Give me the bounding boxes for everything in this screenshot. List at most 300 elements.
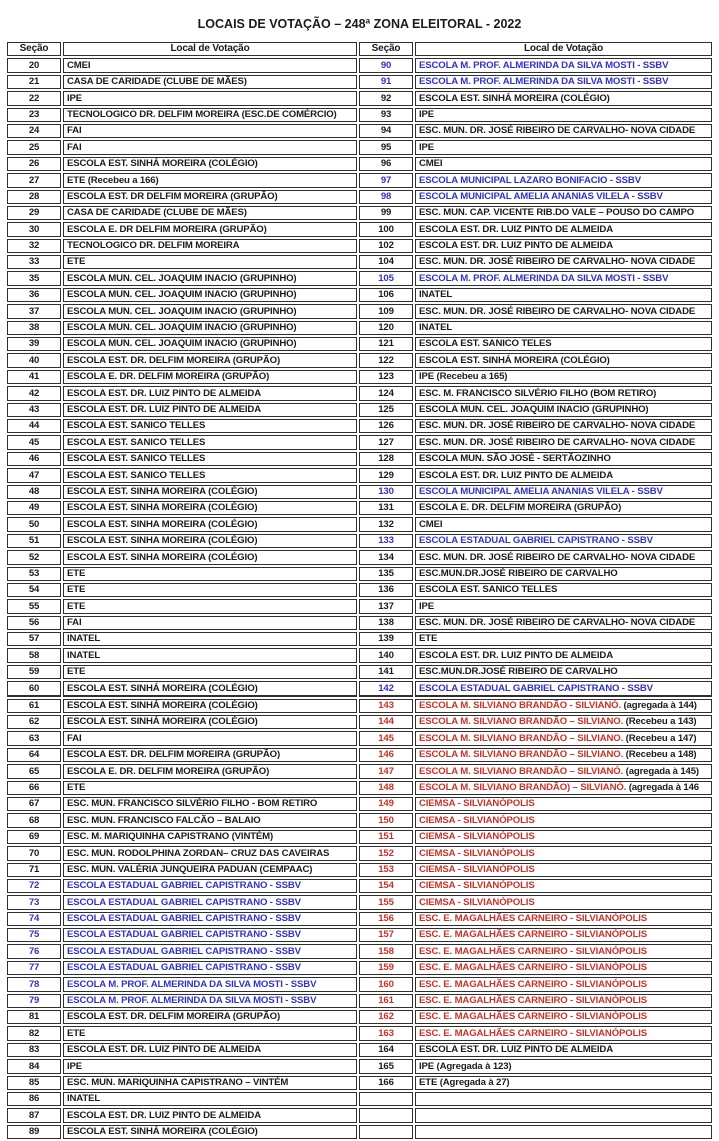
section-cell: 120: [359, 321, 413, 335]
location-cell: ESCOLA EST. DR. LUIZ PINTO DE ALMEIDA: [63, 386, 357, 400]
section-cell: 41: [7, 370, 61, 384]
section-cell: 157: [359, 928, 413, 942]
table-row: [7, 977, 712, 991]
location-cell: ESCOLA M. PROF. ALMERINDA DA SILVA MOSTI - SSBV: [415, 75, 712, 89]
location-cell: ESCOLA EST. SANICO TELLES: [63, 468, 357, 482]
location-cell: ESCOLA MUN. SÃO JOSÉ - SERTÃOZINHO: [415, 452, 712, 466]
table-row: [7, 781, 712, 795]
location-cell: ESCOLA MUN. CEL. JOAQUIM INACIO (GRUPINHO): [63, 321, 357, 335]
section-cell: 46: [7, 452, 61, 466]
section-cell: 135: [359, 567, 413, 581]
section-cell: 37: [7, 304, 61, 318]
section-cell: 161: [359, 994, 413, 1008]
location-cell: ESCOLA EST. SANICO TELLES: [415, 583, 712, 597]
section-cell: 32: [7, 239, 61, 253]
section-cell: 54: [7, 583, 61, 597]
location-cell: ESCOLA EST. SINHÁ MOREIRA (COLÉGIO): [63, 157, 357, 171]
section-cell: 160: [359, 977, 413, 991]
location-cell: ESCOLA EST. DR. LUIZ PINTO DE ALMEIDA: [63, 403, 357, 417]
section-cell: 79: [7, 994, 61, 1008]
section-cell: [359, 1125, 413, 1139]
section-cell: 60: [7, 681, 61, 696]
section-cell: 64: [7, 748, 61, 762]
section-cell: 142: [359, 681, 413, 696]
section-cell: 86: [7, 1092, 61, 1106]
location-cell: ESCOLA EST. SINHÁ MOREIRA (COLÉGIO): [63, 681, 357, 696]
section-cell: 21: [7, 75, 61, 89]
location-cell: ESCOLA MUN. CEL. JOAQUIM INACIO (GRUPINHO): [63, 271, 357, 285]
section-cell: 33: [7, 255, 61, 269]
table-row: [7, 632, 712, 646]
table-row: [7, 271, 712, 285]
section-cell: 127: [359, 435, 413, 449]
location-cell: ESC. E. MAGALHÃES CARNEIRO - SILVIANÓPOLIS: [415, 928, 712, 942]
table-row: [7, 567, 712, 581]
section-cell: 74: [7, 912, 61, 926]
section-cell: 146: [359, 748, 413, 762]
table-row: [7, 599, 712, 613]
table-row: [7, 370, 712, 384]
location-cell: CIEMSA - SILVIANÓPOLIS: [415, 846, 712, 860]
section-cell: 165: [359, 1059, 413, 1073]
location-cell: ESCOLA EST. DR. DELFIM MOREIRA (GRUPÃO): [63, 1010, 357, 1024]
section-cell: 57: [7, 632, 61, 646]
section-cell: 77: [7, 961, 61, 975]
location-cell: ESCOLA MUNICIPAL AMELIA ANANIAS VILELA - SSBV: [415, 190, 712, 204]
section-cell: 76: [7, 944, 61, 958]
location-cell: ESCOLA ESTADUAL GABRIEL CAPISTRANO - SSBV: [415, 534, 712, 548]
section-cell: 87: [7, 1108, 61, 1122]
table-row: [7, 222, 712, 236]
table-row: [7, 928, 712, 942]
table-row: [7, 764, 712, 778]
section-cell: 38: [7, 321, 61, 335]
table-row: [7, 190, 712, 204]
section-cell: 153: [359, 863, 413, 877]
section-cell: 28: [7, 190, 61, 204]
table-row: [7, 1076, 712, 1090]
location-cell: ESC. MUN. RODOLPHINA ZORDAN– CRUZ DAS CAVEIRAS: [63, 846, 357, 860]
section-cell: 63: [7, 731, 61, 745]
section-cell: 121: [359, 337, 413, 351]
location-cell: ESCOLA ESTADUAL GABRIEL CAPISTRANO - SSBV: [63, 928, 357, 942]
location-cell: ESCOLA M. SILVIANO BRANDÃO – SILVIANO. (Recebeu a 143): [415, 715, 712, 729]
table-row: [7, 321, 712, 335]
location-cell: ESC. E. MAGALHÃES CARNEIRO - SILVIANÓPOLIS: [415, 961, 712, 975]
section-cell: 58: [7, 648, 61, 662]
table-row: [7, 124, 712, 138]
location-cell: IPE (Recebeu a 165): [415, 370, 712, 384]
table-row: [7, 435, 712, 449]
location-cell: ESCOLA EST. DR DELFIM MOREIRA (GRUPÃO): [63, 190, 357, 204]
location-cell: ESCOLA EST. SANICO TELES: [415, 337, 712, 351]
section-cell: 164: [359, 1043, 413, 1057]
location-cell: ESCOLA M. SILVIANO BRANDÃO – SILVIANO. (Recebeu a 148): [415, 748, 712, 762]
section-cell: 163: [359, 1026, 413, 1040]
location-note: (Recebeu a 143): [623, 716, 697, 728]
location-cell: CIEMSA - SILVIANÓPOLIS: [415, 813, 712, 827]
section-cell: 85: [7, 1076, 61, 1090]
table-row: [7, 534, 712, 548]
table-row: [7, 895, 712, 909]
location-cell: ESCOLA EST. SANICO TELLES: [63, 419, 357, 433]
location-cell: ESC. E. MAGALHÃES CARNEIRO - SILVIANÓPOLIS: [415, 912, 712, 926]
location-cell: ESCOLA ESTADUAL GABRIEL CAPISTRANO - SSBV: [63, 879, 357, 893]
table-row: [7, 715, 712, 729]
location-cell: ESCOLA MUN. CEL. JOAQUIM INACIO (GRUPINHO): [415, 403, 712, 417]
section-cell: 139: [359, 632, 413, 646]
location-cell: TECNOLOGICO DR. DELFIM MOREIRA: [63, 239, 357, 253]
section-cell: 90: [359, 58, 413, 72]
section-cell: 83: [7, 1043, 61, 1057]
section-cell: 102: [359, 239, 413, 253]
section-cell: 26: [7, 157, 61, 171]
table-row: [7, 550, 712, 564]
location-cell: [415, 1092, 712, 1106]
location-cell: ESCOLA M. SILVIANO BRANDÃO) – SILVIANÓ. (agregada à 146: [415, 781, 712, 795]
location-cell: ESCOLA EST. SINHA MOREIRA (COLÉGIO): [63, 501, 357, 515]
section-cell: 158: [359, 944, 413, 958]
location-cell: ESCOLA E. DR. DELFIM MOREIRA (GRUPÃO): [63, 764, 357, 778]
section-cell: 159: [359, 961, 413, 975]
location-cell: ESCOLA EST. DR. DELFIM MOREIRA (GRUPÃO): [63, 353, 357, 367]
table-row: [7, 517, 712, 531]
table-row: [7, 468, 712, 482]
section-cell: 141: [359, 665, 413, 679]
table-row: [7, 648, 712, 662]
section-cell: 56: [7, 616, 61, 630]
section-cell: 53: [7, 567, 61, 581]
section-cell: 66: [7, 781, 61, 795]
section-cell: 130: [359, 485, 413, 499]
location-cell: CIEMSA - SILVIANÓPOLIS: [415, 895, 712, 909]
location-cell: ESCOLA EST. DR. LUIZ PINTO DE ALMEIDA: [63, 1043, 357, 1057]
location-cell: ETE (Recebeu a 166): [63, 173, 357, 187]
section-cell: 72: [7, 879, 61, 893]
table-row: [7, 813, 712, 827]
section-cell: 151: [359, 830, 413, 844]
location-cell: ESCOLA EST. SINHÁ MOREIRA (COLÉGIO): [415, 353, 712, 367]
section-cell: 162: [359, 1010, 413, 1024]
table-row: [7, 994, 712, 1008]
section-cell: 105: [359, 271, 413, 285]
table-row: [7, 830, 712, 844]
section-cell: 78: [7, 977, 61, 991]
section-cell: 25: [7, 140, 61, 154]
table-row: [7, 255, 712, 269]
section-cell: 75: [7, 928, 61, 942]
location-cell: CASA DE CARIDADE (CLUBE DE MÃES): [63, 206, 357, 220]
section-cell: 143: [359, 699, 413, 713]
section-cell: [359, 1108, 413, 1122]
section-cell: 20: [7, 58, 61, 72]
location-cell: ESC.MUN.DR.JOSÉ RIBEIRO DE CARVALHO: [415, 567, 712, 581]
table-row: [7, 1059, 712, 1073]
location-cell: IPE (Agregada à 123): [415, 1059, 712, 1073]
location-cell: ESCOLA EST. SINHA MOREIRA (COLÉGIO): [63, 550, 357, 564]
section-cell: 128: [359, 452, 413, 466]
location-cell: ESCOLA ESTADUAL GABRIEL CAPISTRANO - SSBV: [63, 961, 357, 975]
table-row: [7, 419, 712, 433]
table-row: [7, 1043, 712, 1057]
location-cell: ESCOLA EST. DR. LUIZ PINTO DE ALMEIDA: [63, 1108, 357, 1122]
location-cell: ESCOLA EST. SINHÁ MOREIRA (COLÉGIO): [63, 1125, 357, 1139]
table-row: [7, 748, 712, 762]
location-cell: ESCOLA M. PROF. ALMERINDA DA SILVA MOSTI - SSBV: [415, 58, 712, 72]
section-cell: 52: [7, 550, 61, 564]
location-cell: ESC. M. MARIQUINHA CAPISTRANO (VINTÉM): [63, 830, 357, 844]
location-note: (Recebeu a 148): [623, 749, 697, 761]
location-cell: ESCOLA EST. SINHA MOREIRA (COLÉGIO): [63, 485, 357, 499]
location-cell: ESC. E. MAGALHÃES CARNEIRO - SILVIANÓPOLIS: [415, 1010, 712, 1024]
section-cell: 138: [359, 616, 413, 630]
section-cell: 91: [359, 75, 413, 89]
section-cell: 39: [7, 337, 61, 351]
location-cell: CMEI: [415, 517, 712, 531]
section-cell: 47: [7, 468, 61, 482]
location-cell: ESCOLA MUN. CEL. JOAQUIM INACIO (GRUPINHO): [63, 288, 357, 302]
location-cell: ESCOLA E. DR. DELFIM MOREIRA (GRUPÃO): [63, 370, 357, 384]
table-row: [7, 239, 712, 253]
table-row: [7, 58, 712, 72]
section-cell: 49: [7, 501, 61, 515]
location-cell: ESC.MUN.DR.JOSÉ RIBEIRO DE CARVALHO: [415, 665, 712, 679]
section-cell: 24: [7, 124, 61, 138]
table-row: [7, 846, 712, 860]
location-cell: INATEL: [415, 288, 712, 302]
section-cell: 55: [7, 599, 61, 613]
location-cell: ESCOLA E. DR DELFIM MOREIRA (GRUPÃO): [63, 222, 357, 236]
section-cell: 147: [359, 764, 413, 778]
section-cell: 97: [359, 173, 413, 187]
location-cell: ETE: [63, 781, 357, 795]
section-cell: 95: [359, 140, 413, 154]
location-cell: ESC. MUN. DR. JOSÉ RIBEIRO DE CARVALHO- NOVA CIDADE: [415, 435, 712, 449]
location-cell: ESC. MUN. DR. JOSÉ RIBEIRO DE CARVALHO- NOVA CIDADE: [415, 255, 712, 269]
location-cell: ESC. MUN. DR. JOSÉ RIBEIRO DE CARVALHO- NOVA CIDADE: [415, 304, 712, 318]
section-cell: 92: [359, 91, 413, 105]
location-cell: ETE: [63, 1026, 357, 1040]
table-row: [7, 353, 712, 367]
section-cell: 81: [7, 1010, 61, 1024]
location-cell: ESCOLA M. PROF. ALMERINDA DA SILVA MOSTI - SSBV: [415, 271, 712, 285]
section-cell: 96: [359, 157, 413, 171]
location-cell: FAI: [63, 124, 357, 138]
location-cell: CIEMSA - SILVIANÓPOLIS: [415, 830, 712, 844]
location-cell: ESCOLA M. SILVIANO BRANDÃO - SILVIANÓ. (agregada à 144): [415, 699, 712, 713]
location-cell: ETE: [63, 255, 357, 269]
location-cell: ESCOLA EST. SINHÁ MOREIRA (COLÉGIO): [63, 715, 357, 729]
location-note: (agregada à 146: [626, 781, 699, 793]
table-row: [7, 288, 712, 302]
section-cell: 125: [359, 403, 413, 417]
location-cell: ESC. M. FRANCISCO SILVÉRIO FILHO (BOM RETIRO): [415, 386, 712, 400]
location-cell: ESCOLA E. DR. DELFIM MOREIRA (GRUPÃO): [415, 501, 712, 515]
section-cell: 67: [7, 797, 61, 811]
location-cell: ESCOLA EST. DR. LUIZ PINTO DE ALMEIDA: [415, 239, 712, 253]
table-row: [7, 403, 712, 417]
table-row: [7, 173, 712, 187]
location-cell: INATEL: [63, 632, 357, 646]
table-row: [7, 157, 712, 171]
location-cell: INATEL: [415, 321, 712, 335]
table-row: [7, 485, 712, 499]
location-cell: ESCOLA MUNICIPAL AMELIA ANANIAS VILELA - SSBV: [415, 485, 712, 499]
location-cell: IPE: [415, 140, 712, 154]
section-cell: 134: [359, 550, 413, 564]
section-cell: 84: [7, 1059, 61, 1073]
table-row: [7, 337, 712, 351]
table-row: [7, 961, 712, 975]
location-cell: ESCOLA ESTADUAL GABRIEL CAPISTRANO - SSBV: [63, 944, 357, 958]
header-section-right: Seção: [359, 42, 413, 56]
location-cell: ETE: [63, 583, 357, 597]
table-row: [7, 681, 712, 696]
location-cell: ESCOLA EST. SINHA MOREIRA (COLÉGIO): [63, 517, 357, 531]
table-row: [7, 206, 712, 220]
table-row: [7, 944, 712, 958]
location-cell: [415, 1108, 712, 1122]
section-cell: 40: [7, 353, 61, 367]
section-cell: 122: [359, 353, 413, 367]
voting-locations-table: [5, 40, 714, 1141]
section-cell: 106: [359, 288, 413, 302]
location-cell: IPE: [63, 1059, 357, 1073]
location-cell: ESC. MUN. DR. JOSÉ RIBEIRO DE CARVALHO- NOVA CIDADE: [415, 124, 712, 138]
location-cell: IPE: [63, 91, 357, 105]
table-row: [7, 1125, 712, 1139]
table-row: [7, 699, 712, 713]
header-location-right: Local de Votação: [415, 42, 712, 56]
section-cell: 124: [359, 386, 413, 400]
table-row: [7, 1010, 712, 1024]
section-cell: 140: [359, 648, 413, 662]
section-cell: 42: [7, 386, 61, 400]
table-row: [7, 108, 712, 122]
table-row: [7, 1092, 712, 1106]
table-row: [7, 863, 712, 877]
section-cell: 109: [359, 304, 413, 318]
section-cell: 144: [359, 715, 413, 729]
section-cell: 51: [7, 534, 61, 548]
table-row: [7, 879, 712, 893]
location-cell: ESC. E. MAGALHÃES CARNEIRO - SILVIANÓPOLIS: [415, 1026, 712, 1040]
section-cell: 155: [359, 895, 413, 909]
section-cell: 93: [359, 108, 413, 122]
location-cell: ESCOLA EST. DR. DELFIM MOREIRA (GRUPÃO): [63, 748, 357, 762]
section-cell: 148: [359, 781, 413, 795]
section-cell: 68: [7, 813, 61, 827]
section-cell: 50: [7, 517, 61, 531]
location-cell: ESC. E. MAGALHÃES CARNEIRO - SILVIANÓPOLIS: [415, 944, 712, 958]
location-cell: INATEL: [63, 648, 357, 662]
section-cell: 131: [359, 501, 413, 515]
table-row: [7, 731, 712, 745]
location-cell: ESCOLA EST. SINHÁ MOREIRA (COLÉGIO): [63, 699, 357, 713]
location-cell: INATEL: [63, 1092, 357, 1106]
section-cell: 62: [7, 715, 61, 729]
header-section-left: Seção: [7, 42, 61, 56]
section-cell: 99: [359, 206, 413, 220]
location-cell: ETE: [415, 632, 712, 646]
location-cell: ESCOLA EST. SINHA MOREIRA (COLÉGIO): [63, 534, 357, 548]
table-row: [7, 616, 712, 630]
location-cell: ESCOLA EST. SANICO TELLES: [63, 435, 357, 449]
location-cell: ESCOLA EST. SINHÁ MOREIRA (COLÉGIO): [415, 91, 712, 105]
location-cell: FAI: [63, 616, 357, 630]
location-cell: ESC. MUN. FRANCISCO SILVÉRIO FILHO - BOM RETIRO: [63, 797, 357, 811]
section-cell: 59: [7, 665, 61, 679]
location-cell: ETE: [63, 599, 357, 613]
section-cell: 98: [359, 190, 413, 204]
table-row: [7, 75, 712, 89]
section-cell: 48: [7, 485, 61, 499]
location-cell: CIEMSA - SILVIANÓPOLIS: [415, 879, 712, 893]
location-cell: ESCOLA MUNICIPAL LAZARO BONIFACIO - SSBV: [415, 173, 712, 187]
table-row: [7, 912, 712, 926]
location-cell: ESC. MUN. FRANCISCO FALCÃO – BALAIO: [63, 813, 357, 827]
location-cell: ESC. MUN. DR. JOSÉ RIBEIRO DE CARVALHO- NOVA CIDADE: [415, 616, 712, 630]
section-cell: 69: [7, 830, 61, 844]
location-cell: ESC. MUN. DR. JOSÉ RIBEIRO DE CARVALHO- NOVA CIDADE: [415, 419, 712, 433]
section-cell: 126: [359, 419, 413, 433]
location-cell: ESCOLA ESTADUAL GABRIEL CAPISTRANO - SSBV: [63, 895, 357, 909]
section-cell: 94: [359, 124, 413, 138]
section-cell: 129: [359, 468, 413, 482]
section-cell: 152: [359, 846, 413, 860]
section-cell: 30: [7, 222, 61, 236]
location-note: (agregada à 144): [621, 700, 697, 712]
section-cell: 123: [359, 370, 413, 384]
section-cell: 70: [7, 846, 61, 860]
table-row: [7, 501, 712, 515]
table-row: [7, 583, 712, 597]
section-cell: 29: [7, 206, 61, 220]
location-cell: IPE: [415, 108, 712, 122]
section-cell: 154: [359, 879, 413, 893]
location-cell: CIEMSA - SILVIANÓPOLIS: [415, 863, 712, 877]
table-body: [7, 58, 712, 1139]
section-cell: [359, 1092, 413, 1106]
location-cell: ESCOLA M. SILVIANO BRANDÃO – SILVIANO. (Recebeu a 147): [415, 731, 712, 745]
section-cell: 100: [359, 222, 413, 236]
section-cell: 23: [7, 108, 61, 122]
section-cell: 65: [7, 764, 61, 778]
location-note: (agregada à 145): [623, 765, 699, 777]
header-location-left: Local de Votação: [63, 42, 357, 56]
location-cell: CIEMSA - SILVIANÓPOLIS: [415, 797, 712, 811]
section-cell: 43: [7, 403, 61, 417]
location-note: (Recebeu a 147): [623, 732, 697, 744]
section-cell: 150: [359, 813, 413, 827]
location-cell: [415, 1125, 712, 1139]
location-cell: ESC. MUN. VALÉRIA JUNQUEIRA PADUAN (CEMPAAC): [63, 863, 357, 877]
section-cell: 22: [7, 91, 61, 105]
page-title: LOCAIS DE VOTAÇÃO – 248ª ZONA ELEITORAL - 2022: [197, 17, 522, 31]
location-cell: TECNOLOGICO DR. DELFIM MOREIRA (ESC.DE COMÉRCIO): [63, 108, 357, 122]
header-row: [7, 42, 712, 56]
section-cell: 73: [7, 895, 61, 909]
section-cell: 149: [359, 797, 413, 811]
section-cell: 104: [359, 255, 413, 269]
section-cell: 145: [359, 731, 413, 745]
location-cell: ETE (Agregada à 27): [415, 1076, 712, 1090]
location-cell: FAI: [63, 140, 357, 154]
location-cell: ESC. MUN. DR. JOSÉ RIBEIRO DE CARVALHO- NOVA CIDADE: [415, 550, 712, 564]
section-cell: 133: [359, 534, 413, 548]
location-cell: ESCOLA EST. DR. LUIZ PINTO DE ALMEIDA: [415, 468, 712, 482]
location-cell: ESCOLA ESTADUAL GABRIEL CAPISTRANO - SSBV: [63, 912, 357, 926]
